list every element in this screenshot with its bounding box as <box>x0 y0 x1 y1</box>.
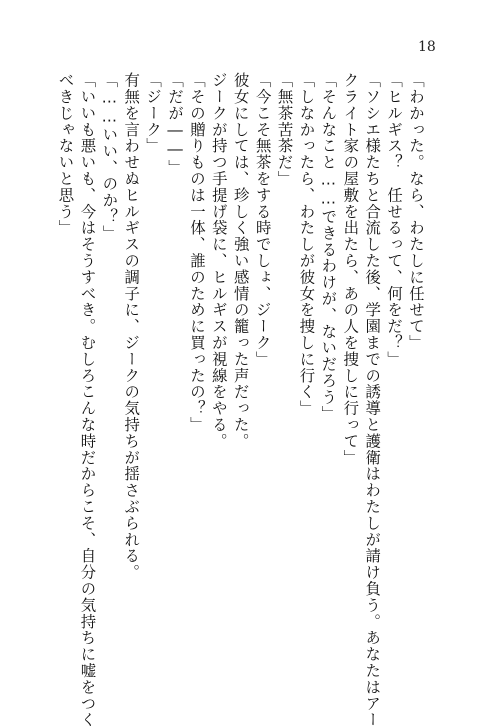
text-line: 「その贈りものは一体、誰のために買ったの？」 <box>187 72 206 433</box>
page-number: 18 <box>418 39 436 55</box>
text-line: 彼女にしては、珍しく強い感情の籠った声だった。 <box>231 72 250 450</box>
text-line: クライト家の屋敷を出たら、あの人を捜しに行って」 <box>341 72 360 466</box>
text-line: 「今こそ無茶をする時でしょ、ジーク」 <box>253 72 272 368</box>
text-line: 「そんなこと……できるわけが、ないだろう」 <box>319 72 338 422</box>
text-line: 「ヒルギス？ 任せるって、何をだ？」 <box>385 72 404 368</box>
text-line: 「しなかったら、わたしが彼女を捜しに行く」 <box>297 72 316 417</box>
text-line: ジークが持つ手提げ袋に、ヒルギスが視線をやる。 <box>209 72 228 450</box>
text-line: 「無茶苦茶だ」 <box>275 72 294 187</box>
text-line: 「わかった。なら、わたしに任せて」 <box>407 72 425 351</box>
text-line: 有無を言わせぬヒルギスの調子に、ジークの気持ちが揺さぶられる。 <box>122 72 141 581</box>
text-line: 「だが――」 <box>166 72 185 176</box>
vertical-text-body <box>54 72 426 728</box>
text-line: 「……いい、のか？」 <box>100 72 119 242</box>
text-line: 「ソシエ様たちと合流した後、学園までの誘導と護衛はわたしが請け負う。あなたはアー <box>363 72 382 728</box>
text-line: 「いいも悪いも、今はそうすべき。むしろこんな時だからこそ、自分の気持ちに嘘をつく <box>78 72 97 728</box>
text-line: べきじゃないと思う」 <box>56 72 75 236</box>
text-line: 「ジーク」 <box>144 72 163 154</box>
